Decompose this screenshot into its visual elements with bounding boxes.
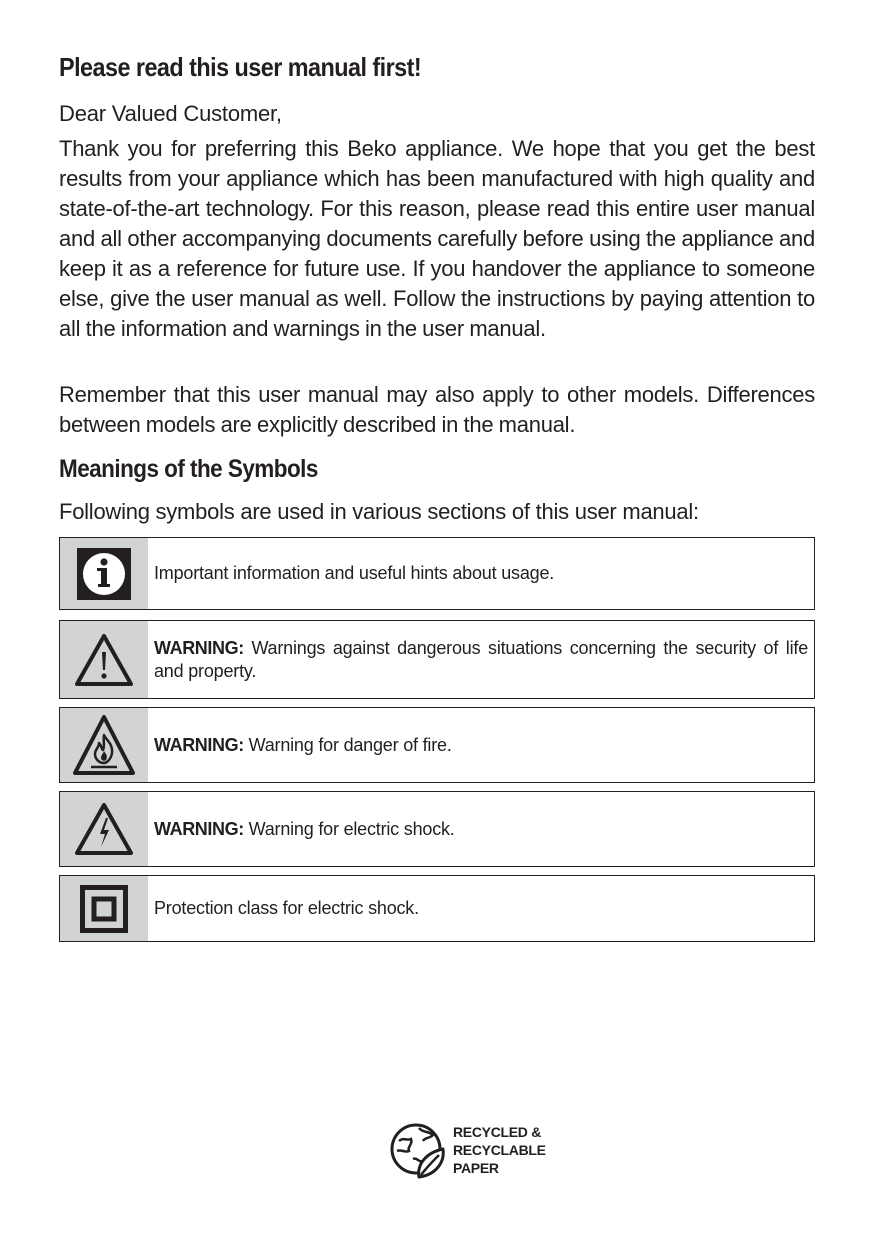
greeting: Dear Valued Customer, [59, 101, 282, 126]
symbol-prefix: WARNING: [154, 818, 244, 839]
recycled-paper-badge [389, 1118, 559, 1182]
symbol-text: Warnings against dangerous situations concerning the security of life and property. [154, 637, 808, 681]
fire-warning-icon [60, 708, 148, 782]
electric-shock-warning-icon [60, 792, 148, 866]
recycle-label-line1: RECYCLED & [453, 1124, 542, 1140]
symbol-text: Important information and useful hints about usage. [154, 563, 555, 583]
symbol-description [148, 876, 814, 941]
recycle-label-line3: PAPER [453, 1160, 499, 1176]
symbol-row-protection-class [59, 875, 815, 942]
warning-icon [60, 621, 148, 698]
symbol-prefix: WARNING: [154, 734, 244, 755]
protection-class-icon [60, 876, 148, 941]
models-note-paragraph: Remember that this user manual may also apply to other models. Differences between models are explicitly described in the manual. [59, 382, 815, 437]
recycle-label-line2: RECYCLABLE [453, 1142, 546, 1158]
symbol-text: Warning for electric shock. [243, 818, 455, 839]
symbol-description [148, 792, 814, 866]
symbol-description [148, 538, 814, 609]
page-title: Please read this user manual first! [59, 52, 422, 82]
recycled-paper-label [453, 1123, 546, 1177]
symbol-description [148, 708, 814, 782]
symbol-row-info [59, 537, 815, 610]
symbol-row-fire [59, 707, 815, 783]
symbols-intro: Following symbols are used in various sections of this user manual: [59, 499, 699, 524]
symbol-text: Protection class for electric shock. [154, 898, 419, 918]
intro-paragraph: Thank you for preferring this Beko appliance. We hope that you get the best results from your appliance which has been manufactured with high quality and state-of-the-art technology. For this reason, please read this entire user manual and all other accompanying documents carefully before using the appliance and keep it as a reference for future use. If you handover the appliance to someone else, give the user manual as well. Follow the instructions by paying attention to all the information and warnings in the user manual. [59, 136, 815, 341]
symbol-prefix: WARNING: [154, 637, 244, 658]
globe-leaf-icon [389, 1119, 447, 1181]
symbol-row-warning [59, 620, 815, 699]
info-icon [60, 538, 148, 609]
symbols-heading: Meanings of the Symbols [59, 455, 318, 483]
symbol-text: Warning for danger of fire. [243, 734, 452, 755]
symbol-description [148, 621, 814, 698]
symbol-row-electric [59, 791, 815, 867]
